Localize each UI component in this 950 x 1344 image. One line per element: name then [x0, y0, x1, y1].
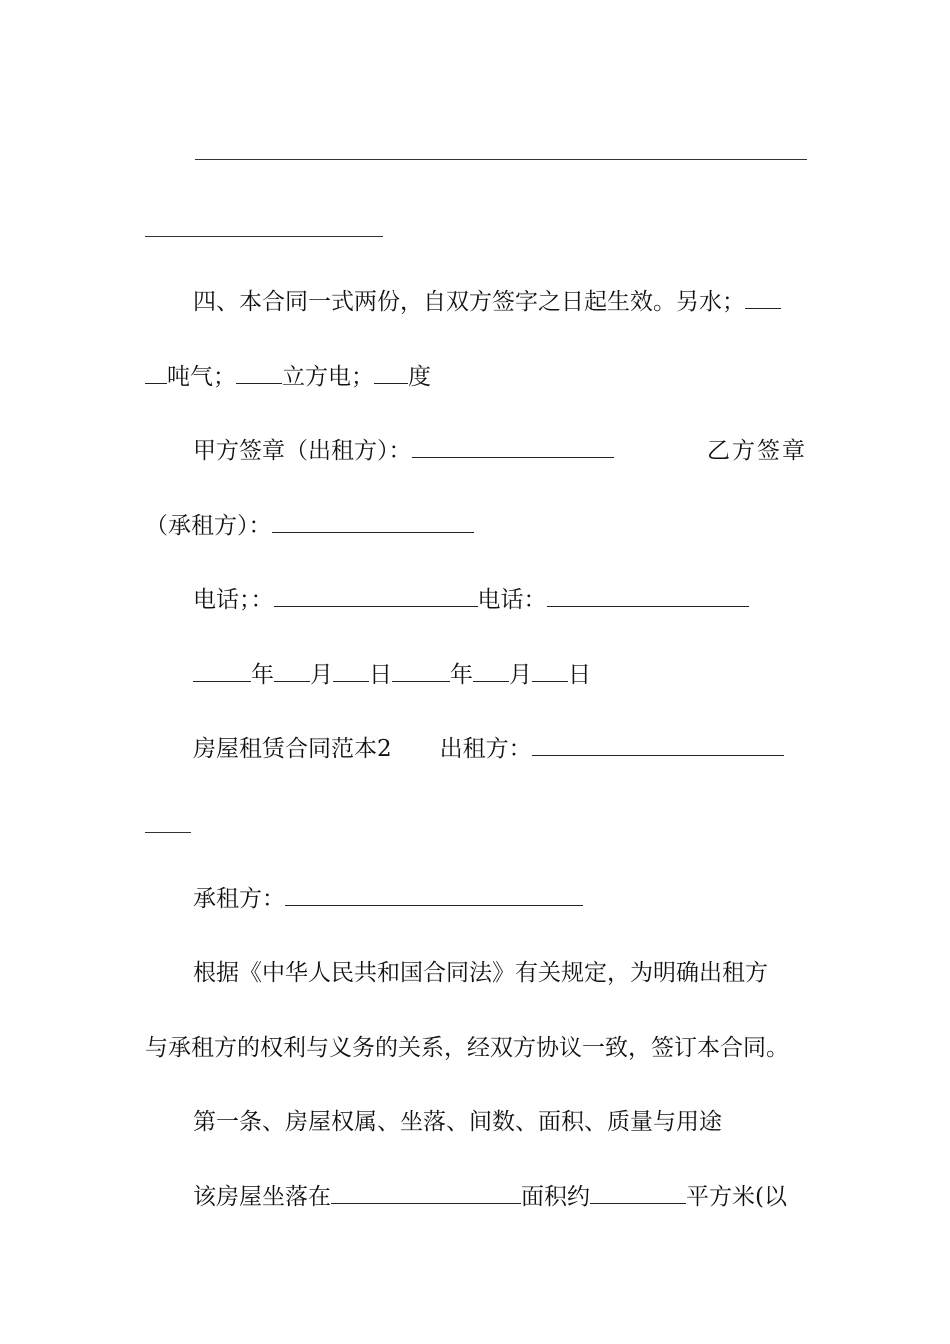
- phone-b-label: 电话：: [477, 587, 547, 613]
- electricity-blank: [374, 382, 408, 384]
- day-b-blank: [532, 680, 568, 682]
- phone-line: [193, 585, 749, 615]
- lessor-label: 出租方：: [439, 736, 532, 762]
- lessee-line: [193, 884, 583, 914]
- lessee-blank: [285, 904, 583, 906]
- month-b-blank: [473, 680, 509, 682]
- location-blank: [331, 1202, 521, 1204]
- party-b-signature-blank: [272, 531, 474, 533]
- article-4-text: 四、本合同一式两份，自双方签字之日起生效。另水；: [193, 289, 745, 315]
- lessee-label: 承租方：: [193, 886, 285, 912]
- basis-line-2: [145, 1033, 789, 1063]
- sample-title-line: [193, 734, 784, 764]
- water-blank: [745, 307, 781, 309]
- year-b-label: 年: [450, 662, 473, 688]
- gas-label: 吨气；: [167, 364, 236, 390]
- month-a-label: 月: [310, 662, 333, 688]
- phone-b-blank: [547, 605, 749, 607]
- location-label: 该房屋坐落在: [193, 1184, 331, 1210]
- day-a-blank: [333, 680, 369, 682]
- article-4-line-1: [193, 287, 781, 317]
- lessor-blank-continued: [145, 832, 191, 833]
- fill-line-top: [195, 159, 807, 160]
- basis-text-2: 与承租方的权利与义务的关系，经双方协议一致，签订本合同。: [145, 1035, 789, 1061]
- article-1-location-line: [193, 1182, 787, 1212]
- area-unit-label: 平方米(以: [686, 1184, 787, 1210]
- date-line: [193, 660, 591, 690]
- year-a-blank: [193, 680, 251, 682]
- sample-title: 房屋租赁合同范本2: [193, 736, 392, 762]
- party-a-signature-label: 甲方签章（出租方）：: [193, 438, 412, 464]
- month-a-blank: [274, 680, 310, 682]
- basis-text-1: 根据《中华人民共和国合同法》有关规定，为明确出租方: [193, 960, 768, 986]
- phone-a-label: 电话；：: [193, 587, 274, 613]
- year-a-label: 年: [251, 662, 274, 688]
- party-b-signature-line: [145, 511, 474, 541]
- water-blank-continued: [145, 382, 167, 384]
- article-4-line-2: [145, 362, 431, 392]
- degree-label: 度: [408, 364, 431, 390]
- year-b-blank: [392, 680, 450, 682]
- day-a-label: 日: [369, 662, 392, 688]
- article-1-title-line: [193, 1107, 722, 1137]
- party-a-signature-line: [193, 436, 614, 466]
- lessor-blank: [532, 754, 784, 756]
- month-b-label: 月: [509, 662, 532, 688]
- party-b-signature-label: 乙方签章: [707, 438, 807, 464]
- party-a-signature-blank: [412, 456, 614, 458]
- electricity-label: 立方电；: [282, 364, 374, 390]
- party-b-role-label: （承租方）：: [145, 513, 272, 539]
- basis-line-1: [193, 958, 768, 988]
- area-label: 面积约: [521, 1184, 590, 1210]
- day-b-label: 日: [568, 662, 591, 688]
- fill-line-top-continued: [145, 236, 383, 237]
- gas-blank: [236, 382, 282, 384]
- area-blank: [590, 1202, 686, 1204]
- article-1-title: 第一条、房屋权属、坐落、间数、面积、质量与用途: [193, 1109, 722, 1135]
- phone-a-blank: [274, 605, 478, 607]
- party-b-signature-label-line: [707, 436, 807, 466]
